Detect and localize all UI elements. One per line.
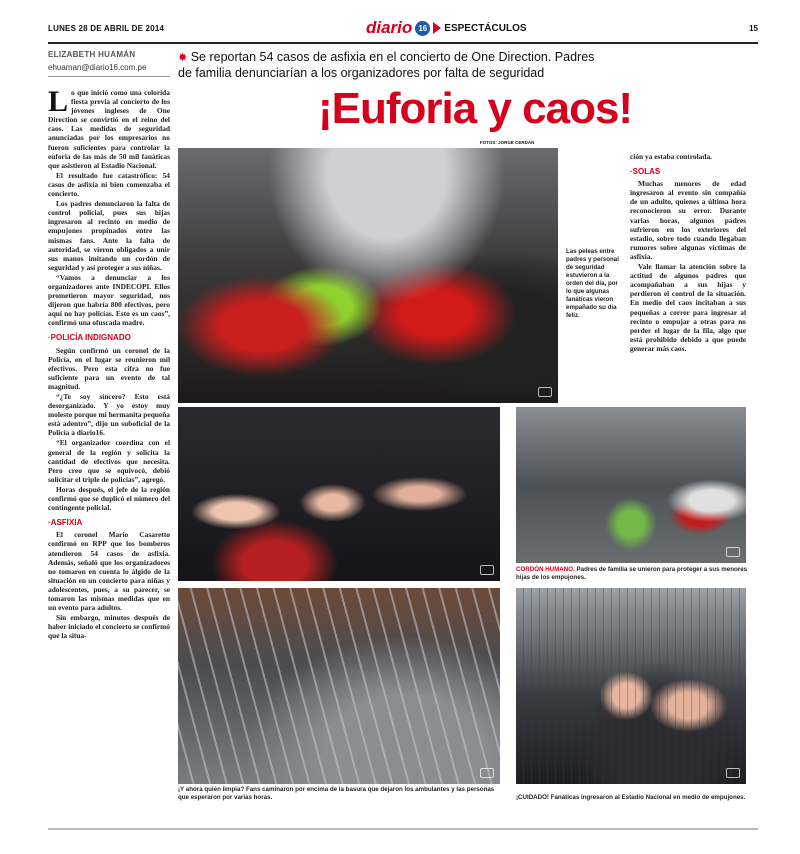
photo-fans-entering [516,588,746,784]
photo-trash-street [178,588,500,784]
photo-icon [726,768,740,778]
caption-lead: CORDÓN HUMANO. [516,566,575,573]
header-divider [48,42,758,44]
paragraph: Lo que inició como una colorida fiesta previa al concierto de los jóvenes ingleses de One Direction se convirtió en el reino del caos. Las medidas de seguridad anunciadas por los empresarios no fueron suficientes para controlar la euforia de las más de 50 mil fanáticas que asistieron al Estadio Nacional. [48,85,170,170]
paragraph: Sin embargo, minutos después de haber iniciado el concierto se confirmó que la situa- [48,613,170,641]
article-column-1 [48,85,170,828]
byline-divider [48,76,170,77]
dropcap: L [48,85,69,118]
paragraph: El resultado fue catastrófico: 54 casos de asfixia ni bien comenzaba el concierto. [48,170,170,199]
caption-photo-4: ¡Y ahora quién limpia? Fans caminaron por encima de la basura que dejaron los ambulantes y las personas que esperaron por varias horas. [178,786,495,801]
paragraph: “¿Te soy sincero? Esto está desorganizado. Y yo estoy muy molesto porque mi hermanita pequeña está adentro”, dijo un suboficial de la Policía a diario16. [48,392,170,438]
issue-date: LUNES 28 DE ABRIL DE 2014 [48,24,165,33]
author-email: ehuaman@diario16.com.pe [48,63,147,72]
subheading-solas: · SOLAS [630,167,746,176]
caption-photo-3: CORDÓN HUMANO. Padres de familia se unieron para proteger a sus menores hijas de los empujones. [516,566,748,581]
photo-credit: FOTOS: JORGE CERDÁN [480,140,535,145]
paragraph: Vale llamar la atención sobre la actitud de algunos padres que acompañaban a sus hijas y perdieron el control de la situación. En medio del caos incitaban a sus pequeñas a correr para ingresar al recinto o empujar a otras para no perder el lugar de la fila, algo que está prohibido debido a que puede generar más caos. [630,262,746,353]
paragraph: “Vamos a denunciar a los organizadores ante INDECOPI. Ellos prometieron mayor seguridad, nos dijeron que habría 800 efectivos, pero aquí no hay policías. Esto es un caos”, confirmó una ofuscada madre. [48,272,170,328]
arrow-right-icon [433,22,441,34]
flower-bullet-icon: ✸ [178,52,188,64]
author-name: ELIZABETH HUAMÁN [48,50,136,59]
photo-icon [726,547,740,557]
brand-logo: diario [366,18,413,37]
paragraph: ción ya estaba controlada. [630,152,712,161]
page-number: 15 [749,24,758,33]
caption-photo-1: Las peleas entre padres y personal de seguridad estuvieron a la orden del día, por lo que algunas fanáticas vieron empañado su día feliz. [566,248,619,319]
photo-human-chain [516,407,746,563]
section-name: ESPECTÁCULOS [444,22,527,34]
photo-icon [480,565,494,575]
photo-icon [480,768,494,778]
paragraph: “El organizador coordina con el general de la región y solicita la cantidad de efectivos que necesita. Pero creo que se equivocó, debió solicitar el triple de policías”, agregó. [48,438,170,484]
article-headline: ¡Euforia y caos! [318,84,633,133]
photo-security-fight [178,148,558,403]
photo-icon [538,387,552,397]
article-column-3 [630,152,746,402]
paragraph: Según confirmó un coronel de la Policía, en el lugar se reunieron mil efectivos. Pero esta cifra no fue suficiente para un evento de tal magnitud. [48,345,170,391]
page-header [48,18,758,42]
photo-crying-fans [178,407,500,581]
brand-number-badge: 16 [415,21,430,36]
masthead [366,18,527,38]
paragraph: Horas después, el jefe de la región confirmó que se duplicó el número del contingente policial. [48,484,170,513]
caption-photo-5: ¡CUIDADO! Fanáticas ingresaron al Estadio Nacional en medio de empujones. [516,794,746,801]
paragraph: Los padres denunciaron la falta de control policial, pues sus hijas ingresaron al recinto en medio de empujones propinados entre las mismas fans. Ante la falta de autoridad, se vieron obligados a unir sus manos imitando un cordón de seguridad y así proteger a sus niñas. [48,199,170,272]
subheading-policia: · POLICÍA INDIGNADO [48,333,170,342]
article-deck: ✸ Se reportan 54 casos de asfixia en el concierto de One Direction. Padres de familia denunciarían a los organizadores por falta de seguridad [178,50,595,80]
subheading-asfixia: · ASFIXIA [48,518,170,527]
byline [48,50,170,77]
footer-divider [48,828,758,830]
paragraph: Muchas menores de edad ingresaron al evento sin compañía de un adulto, quienes a última hora reconocieron su error. Durante varias horas, algunos padres sufrieron en los exteriores del estadio, sobre todo cuando llegaban rumores sobre algunas víctimas de asfixia. [630,179,746,261]
paragraph: El coronel Mario Casaretto confirmó en RPP que los bomberos atendieron 54 casos de asfixia. Además, señaló que los organizadores no tomaron en cuenta lo álgido de la situación en un concierto para niñas y adolescentes, pues, a su parecer, se tomaron las mismas medidas que en un evento para adultos. [48,530,170,613]
